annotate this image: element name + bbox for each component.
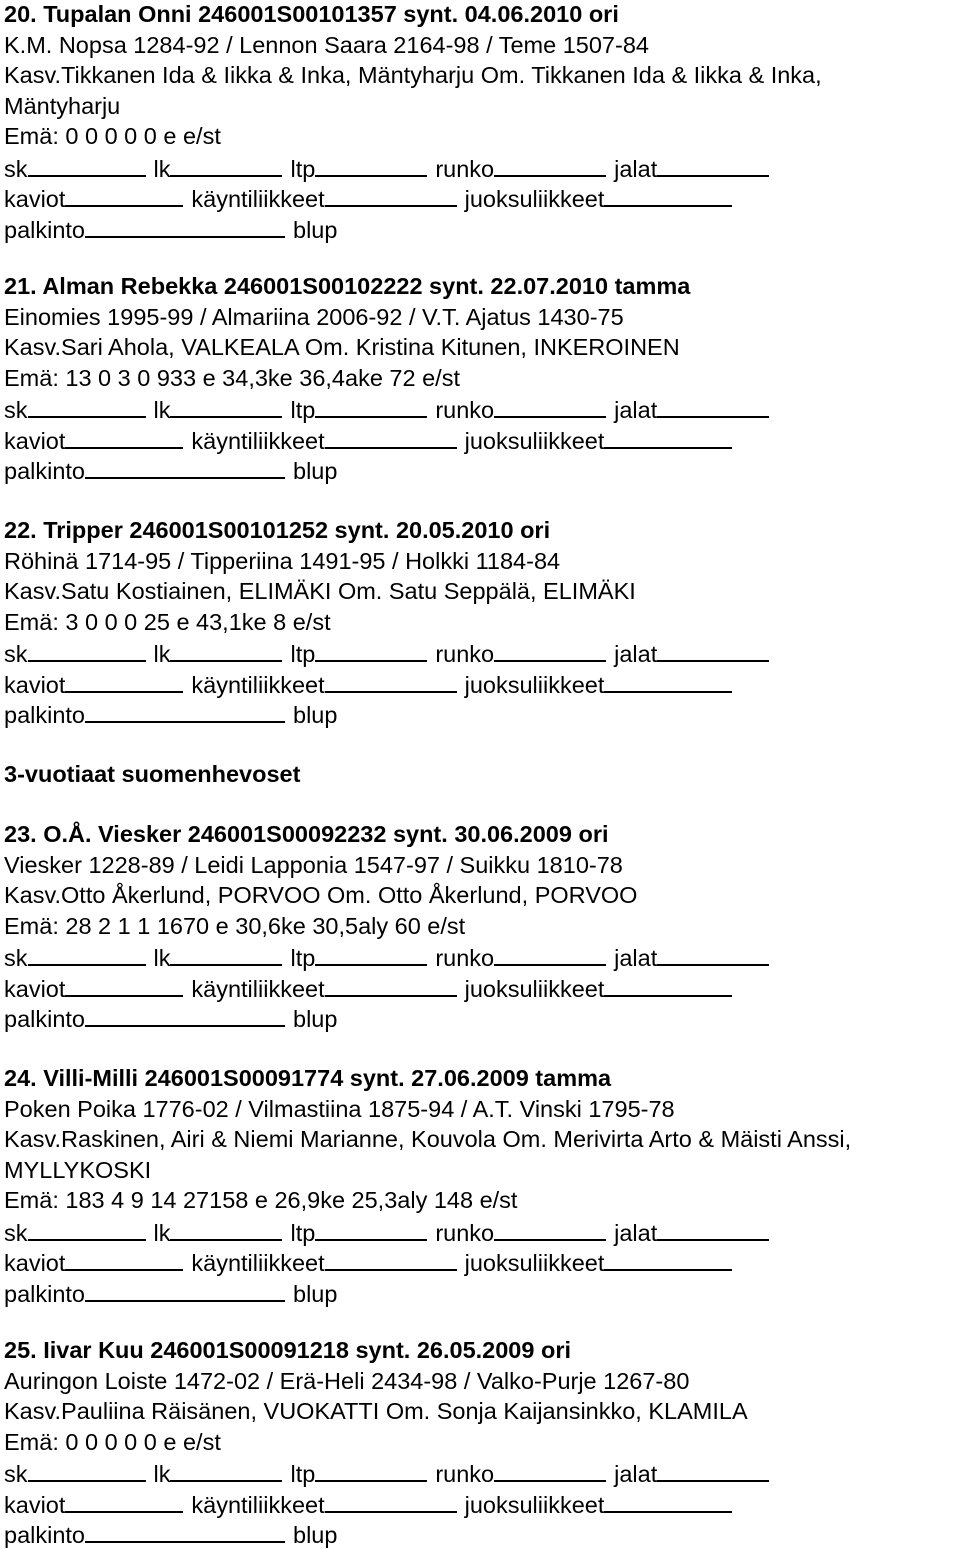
blank-field-runko[interactable]	[494, 1217, 606, 1241]
field-label-sk: sk	[4, 397, 28, 423]
rating-row-movement	[4, 183, 732, 213]
entry-line: Emä: 183 4 9 14 27158 e 26,9ke 25,3aly 148 e/st	[4, 1187, 518, 1213]
entry-line: Auringon Loiste 1472-02 / Erä-Heli 2434-98 / Valko-Purje 1267-80	[4, 1367, 690, 1394]
blank-field-lk[interactable]	[170, 153, 282, 177]
field-label-kaviot: kaviot	[4, 671, 66, 698]
field-label-blup: blup	[293, 702, 338, 728]
field-label-palkinto: palkinto	[4, 1522, 85, 1548]
blank-field-ltp[interactable]	[315, 1217, 427, 1241]
blank-field-jalat[interactable]	[657, 153, 769, 177]
field-label-kayntiliikkeet: käyntiliikkeet	[191, 975, 325, 1002]
field-label-ltp: ltp	[290, 641, 316, 667]
blank-field-juoksuliikkeet[interactable]	[604, 669, 732, 693]
field-label-blup: blup	[293, 1522, 338, 1548]
field-label-jalat: jalat	[614, 397, 658, 423]
field-label-kaviot: kaviot	[4, 1491, 66, 1518]
field-label-ltp: ltp	[290, 945, 316, 971]
field-label-juoksuliikkeet: juoksuliikkeet	[464, 427, 605, 454]
rating-row-prize	[4, 699, 337, 729]
field-label-blup: blup	[293, 216, 338, 243]
blank-field-juoksuliikkeet[interactable]	[604, 425, 732, 449]
field-label-runko: runko	[435, 1219, 495, 1246]
field-label-runko: runko	[435, 397, 495, 423]
rating-row-prize	[4, 1003, 337, 1033]
blank-field-palkinto[interactable]	[85, 455, 285, 479]
rating-row-conformation	[4, 942, 769, 972]
blank-field-sk[interactable]	[28, 1458, 146, 1482]
entry-title: 23. O.Å. Viesker 246001S00092232 synt. 30.06.2009 ori	[4, 821, 609, 847]
blank-field-kaviot[interactable]	[65, 1489, 183, 1513]
blank-field-kayntiliikkeet[interactable]	[325, 669, 457, 693]
blank-field-lk[interactable]	[170, 942, 282, 966]
blank-field-kaviot[interactable]	[65, 1247, 183, 1271]
blank-field-runko[interactable]	[494, 942, 606, 966]
entry-line: Emä: 28 2 1 1 1670 e 30,6ke 30,5aly 60 e/st	[4, 912, 466, 939]
entry-line: Kasv.Pauliina Räisänen, VUOKATTI Om. Sonja Kaijansinkko, KLAMILA	[4, 1398, 748, 1424]
rating-row-movement	[4, 1489, 732, 1519]
blank-field-lk[interactable]	[170, 394, 282, 418]
blank-field-ltp[interactable]	[315, 942, 427, 966]
entry-title: 25. Iivar Kuu 246001S00091218 synt. 26.05.2009 ori	[4, 1337, 572, 1363]
blank-field-kayntiliikkeet[interactable]	[325, 425, 457, 449]
field-label-kaviot: kaviot	[4, 1250, 66, 1276]
field-label-kayntiliikkeet: käyntiliikkeet	[191, 427, 325, 454]
blank-field-palkinto[interactable]	[85, 1003, 285, 1027]
blank-field-runko[interactable]	[494, 153, 606, 177]
field-label-lk: lk	[153, 945, 171, 971]
field-label-palkinto: palkinto	[4, 216, 85, 243]
field-label-jalat: jalat	[614, 945, 658, 971]
blank-field-juoksuliikkeet[interactable]	[604, 1489, 732, 1513]
field-label-ltp: ltp	[290, 397, 316, 423]
field-label-juoksuliikkeet: juoksuliikkeet	[464, 671, 605, 698]
field-label-lk: lk	[153, 397, 171, 423]
blank-field-sk[interactable]	[28, 942, 146, 966]
blank-field-kaviot[interactable]	[65, 973, 183, 997]
field-label-blup: blup	[293, 1280, 338, 1307]
field-label-ltp: ltp	[290, 155, 316, 182]
blank-field-palkinto[interactable]	[85, 699, 285, 723]
field-label-jalat: jalat	[614, 1219, 658, 1246]
blank-field-sk[interactable]	[28, 394, 146, 418]
field-label-sk: sk	[4, 641, 28, 667]
rating-row-conformation	[4, 638, 769, 668]
entry-title: 24. Villi-Milli 246001S00091774 synt. 27.06.2009 tamma	[4, 1065, 612, 1091]
field-label-blup: blup	[293, 458, 338, 484]
rating-row-prize	[4, 455, 337, 485]
field-label-ltp: ltp	[290, 1219, 316, 1246]
field-label-kayntiliikkeet: käyntiliikkeet	[191, 1491, 325, 1518]
entry-line: Kasv.Sari Ahola, VALKEALA Om. Kristina Kitunen, INKEROINEN	[4, 334, 680, 360]
rating-row-conformation	[4, 1458, 769, 1488]
blank-field-kayntiliikkeet[interactable]	[325, 183, 457, 207]
entry-line: Emä: 13 0 3 0 933 e 34,3ke 36,4ake 72 e/st	[4, 364, 460, 391]
field-label-kaviot: kaviot	[4, 427, 66, 454]
rating-row-movement	[4, 669, 732, 699]
field-label-palkinto: palkinto	[4, 1280, 85, 1307]
field-label-blup: blup	[293, 1006, 338, 1032]
entry-line: Emä: 3 0 0 0 25 e 43,1ke 8 e/st	[4, 608, 331, 635]
rating-row-movement	[4, 973, 732, 1003]
rating-row-conformation	[4, 153, 769, 183]
section-heading: 3-vuotiaat suomenhevoset	[4, 761, 301, 787]
field-label-kayntiliikkeet: käyntiliikkeet	[191, 186, 325, 212]
entry-title: 22. Tripper 246001S00101252 synt. 20.05.2010 ori	[4, 517, 551, 543]
blank-field-jalat[interactable]	[657, 638, 769, 662]
blank-field-runko[interactable]	[494, 1458, 606, 1482]
field-label-sk: sk	[4, 1219, 28, 1246]
entry-line: Kasv.Raskinen, Airi & Niemi Marianne, Kouvola Om. Merivirta Arto & Mäisti Anssi,	[4, 1126, 852, 1152]
rating-row-conformation	[4, 1217, 769, 1247]
blank-field-ltp[interactable]	[315, 638, 427, 662]
blank-field-ltp[interactable]	[315, 153, 427, 177]
field-label-kaviot: kaviot	[4, 186, 66, 212]
blank-field-sk[interactable]	[28, 153, 146, 177]
blank-field-jalat[interactable]	[657, 394, 769, 418]
field-label-kayntiliikkeet: käyntiliikkeet	[191, 1250, 325, 1276]
blank-field-juoksuliikkeet[interactable]	[604, 183, 732, 207]
field-label-lk: lk	[153, 1219, 171, 1246]
field-label-palkinto: palkinto	[4, 1006, 85, 1032]
blank-field-lk[interactable]	[170, 1458, 282, 1482]
blank-field-jalat[interactable]	[657, 942, 769, 966]
field-label-kayntiliikkeet: käyntiliikkeet	[191, 671, 325, 698]
rating-row-prize	[4, 1519, 337, 1549]
field-label-jalat: jalat	[614, 1461, 658, 1487]
entry-line: Poken Poika 1776-02 / Vilmastiina 1875-94 / A.T. Vinski 1795-78	[4, 1095, 675, 1122]
blank-field-kayntiliikkeet[interactable]	[325, 1247, 457, 1271]
entry-line: Röhinä 1714-95 / Tipperiina 1491-95 / Holkki 1184-84	[4, 547, 561, 574]
field-label-sk: sk	[4, 155, 28, 182]
blank-field-jalat[interactable]	[657, 1458, 769, 1482]
blank-field-lk[interactable]	[170, 638, 282, 662]
entry-line: Kasv.Satu Kostiainen, ELIMÄKI Om. Satu Seppälä, ELIMÄKI	[4, 578, 636, 604]
entry-line: Viesker 1228-89 / Leidi Lapponia 1547-97 / Suikku 1810-78	[4, 851, 623, 878]
field-label-runko: runko	[435, 155, 495, 182]
blank-field-sk[interactable]	[28, 1217, 146, 1241]
blank-field-kayntiliikkeet[interactable]	[325, 1489, 457, 1513]
rating-row-prize	[4, 214, 337, 244]
rating-row-prize	[4, 1278, 337, 1308]
blank-field-kaviot[interactable]	[65, 425, 183, 449]
entry-line: Kasv.Otto Åkerlund, PORVOO Om. Otto Åkerlund, PORVOO	[4, 882, 638, 908]
field-label-juoksuliikkeet: juoksuliikkeet	[464, 1491, 605, 1518]
field-label-ltp: ltp	[290, 1461, 316, 1487]
field-label-lk: lk	[153, 641, 171, 667]
field-label-sk: sk	[4, 945, 28, 971]
field-label-runko: runko	[435, 641, 495, 667]
field-label-sk: sk	[4, 1461, 28, 1487]
field-label-juoksuliikkeet: juoksuliikkeet	[464, 975, 605, 1002]
blank-field-sk[interactable]	[28, 638, 146, 662]
entry-line: Emä: 0 0 0 0 0 e e/st	[4, 123, 221, 149]
field-label-juoksuliikkeet: juoksuliikkeet	[464, 1250, 605, 1276]
rating-row-movement	[4, 425, 732, 455]
blank-field-palkinto[interactable]	[85, 214, 285, 238]
entry-line: K.M. Nopsa 1284-92 / Lennon Saara 2164-98 / Teme 1507-84	[4, 31, 649, 58]
field-label-runko: runko	[435, 945, 495, 971]
blank-field-runko[interactable]	[494, 638, 606, 662]
blank-field-juoksuliikkeet[interactable]	[604, 1247, 732, 1271]
blank-field-lk[interactable]	[170, 1217, 282, 1241]
field-label-jalat: jalat	[614, 641, 658, 667]
blank-field-runko[interactable]	[494, 394, 606, 418]
field-label-runko: runko	[435, 1461, 495, 1487]
field-label-palkinto: palkinto	[4, 702, 85, 728]
blank-field-ltp[interactable]	[315, 1458, 427, 1482]
blank-field-kaviot[interactable]	[65, 669, 183, 693]
field-label-juoksuliikkeet: juoksuliikkeet	[464, 186, 605, 212]
blank-field-jalat[interactable]	[657, 1217, 769, 1241]
field-label-lk: lk	[153, 155, 171, 182]
entry-line: Mäntyharju	[4, 92, 121, 119]
entry-line: Emä: 0 0 0 0 0 e e/st	[4, 1428, 221, 1455]
rating-row-conformation	[4, 394, 769, 424]
entry-line: Einomies 1995-99 / Almariina 2006-92 / V.T. Ajatus 1430-75	[4, 303, 624, 330]
blank-field-palkinto[interactable]	[85, 1519, 285, 1543]
field-label-palkinto: palkinto	[4, 458, 85, 484]
entry-line: Kasv.Tikkanen Ida & Iikka & Inka, Mäntyharju Om. Tikkanen Ida & Iikka & Inka,	[4, 62, 822, 88]
blank-field-ltp[interactable]	[315, 394, 427, 418]
blank-field-kaviot[interactable]	[65, 183, 183, 207]
rating-row-movement	[4, 1247, 732, 1277]
entry-title: 20. Tupalan Onni 246001S00101357 synt. 04.06.2010 ori	[4, 1, 619, 27]
blank-field-juoksuliikkeet[interactable]	[604, 973, 732, 997]
field-label-jalat: jalat	[614, 155, 658, 182]
field-label-kaviot: kaviot	[4, 975, 66, 1002]
field-label-lk: lk	[153, 1461, 171, 1487]
blank-field-palkinto[interactable]	[85, 1278, 285, 1302]
entry-title: 21. Alman Rebekka 246001S00102222 synt. 22.07.2010 tamma	[4, 273, 691, 299]
blank-field-kayntiliikkeet[interactable]	[325, 973, 457, 997]
entry-line: MYLLYKOSKI	[4, 1156, 152, 1183]
